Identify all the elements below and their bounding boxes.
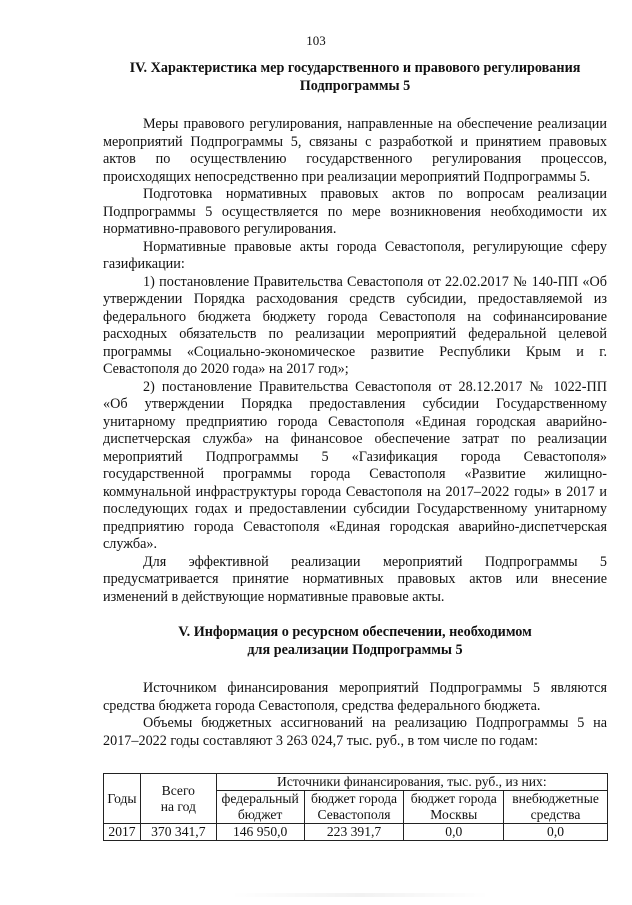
table-header-row [104,774,608,791]
cell-city: 223 391,7 [304,824,404,841]
section-4-heading [103,60,607,95]
legal-act-item: 2) постановление Правительства Севастополя от 28.12.2017 № 1022-ПП «Об утверждении Порядка предоставления субсидии Государственному унитарному предприятию города Севастополя «Единая городская аварийно-диспетчерская служба» на финансовое обеспечение затрат по реализации мероприятий Подпрограммы 5 «Газификация города Севастополя» государственной программы города Севастополя «Развитие жилищно-коммунальной инфраструктуры города Севастополя на 2017–2022 годы» в 2017 и последующих годах и предоставлении субсидии Государственному унитарному предприятию города Севастополя «Единая городская аварийно-диспетчерская служба». [103,378,607,552]
section-4-paragraph: Нормативные правовые акты города Севастополя, регулирующие сферу газификации: [103,238,607,272]
subheader-federal: федеральный [216,791,304,808]
cell-federal: 146 950,0 [216,824,304,841]
section-4-heading-line-1: IV. Характеристика мер государственного и правового регулирования [129,60,581,76]
section-5-paragraph: Источником финансирования мероприятий Подпрограммы 5 являются средства бюджета города Севастополя, средства федерального бюджета. [103,680,607,714]
section-5-heading-line-1: V. Информация о ресурсном обеспечении, необходимом [178,624,532,640]
section-5-paragraph: Объемы бюджетных ассигнований на реализацию Подпрограммы 5 на 2017–2022 годы составляют 3 263 024,7 тыс. руб., в том числе по годам: [103,715,607,749]
subheader-offbudget-2: средства [504,807,608,824]
section-4-heading-line-2: Подпрограммы 5 [299,77,411,94]
subheader-city: бюджет города [304,791,404,808]
page-number: 103 [306,33,326,48]
subheader-moscow: бюджет города [404,791,504,808]
header-total-line-1: Всего [161,782,195,798]
cell-total: 370 341,7 [140,824,216,841]
section-5-heading-line-2: для реализации Подпрограммы 5 [247,641,463,658]
subheader-city-2: Севастополя [304,807,404,824]
section-5-heading [103,624,607,659]
cell-offbudget: 0,0 [504,824,608,841]
subheader-offbudget: внебюджетные [504,791,608,808]
table-row [104,824,608,841]
cell-moscow: 0,0 [404,824,504,841]
subheader-moscow-2: Москвы [404,807,504,824]
header-years: Годы [104,774,141,824]
financing-table [103,773,608,841]
section-4-paragraph: Для эффективной реализации мероприятий Подпрограммы 5 предусматривается принятие нормативных правовых актов или внесение изменений в действующие нормативные правовые акты. [103,553,607,605]
section-4-paragraph: Подготовка нормативных правовых актов по вопросам реализации Подпрограммы 5 осуществляется по мере возникновения необходимости их нормативно-правового регулирования. [103,186,607,237]
header-total-line-2: на год [160,798,196,814]
header-sources: Источники финансирования, тыс. руб., из них: [216,774,607,791]
section-4-paragraph: Меры правового регулирования, направленные на обеспечение реализации мероприятий Подпрограммы 5, связаны с разработкой и принятием правовых актов по осуществлению государственного регулирования процессов, происходящих непосредственно при реализации мероприятий Подпрограммы 5. [103,116,607,185]
cell-year: 2017 [104,824,141,841]
scan-edge-shadow [230,893,490,897]
subheader-federal-2: бюджет [216,807,304,824]
legal-act-item: 1) постановление Правительства Севастополя от 22.02.2017 № 140-ПП «Об утверждении Порядка расходования средств субсидии, предоставляемой из федерального бюджета бюджету города Севастополя на софинансирование расходных обязательств по реализации мероприятий федеральной целевой программы «Социально-экономическое развитие Республики Крым и г. Севастополя до 2020 года» на 2017 год»; [103,273,607,377]
header-total [140,774,216,824]
page-content [103,60,607,750]
